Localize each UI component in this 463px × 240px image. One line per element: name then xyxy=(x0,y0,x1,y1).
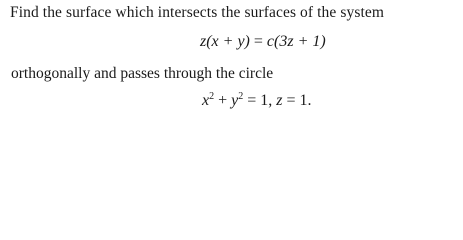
equation-rhs: c(3z + 1) xyxy=(266,33,326,50)
x-exponent: 2 xyxy=(209,91,215,102)
problem-text-line-2: orthogonally and passes through the circle xyxy=(11,65,274,82)
equation-lhs: z(x + y) xyxy=(200,33,250,50)
y-exponent: 2 xyxy=(238,91,244,102)
equals-sign-2: = xyxy=(286,92,296,109)
x-term: x xyxy=(202,92,210,109)
z-term: z xyxy=(276,92,283,109)
problem-text-line-1: Find the surface which intersects the surfaces of the system xyxy=(10,4,385,21)
circle-radius-value: 1, xyxy=(260,92,273,109)
y-term: y xyxy=(231,92,239,109)
surface-system-equation xyxy=(200,34,326,50)
z-value: 1. xyxy=(299,92,312,109)
equals-sign: = xyxy=(253,33,263,50)
circle-equation xyxy=(202,93,312,109)
equals-sign-1: = xyxy=(247,92,257,109)
plus-sign: + xyxy=(218,92,228,109)
